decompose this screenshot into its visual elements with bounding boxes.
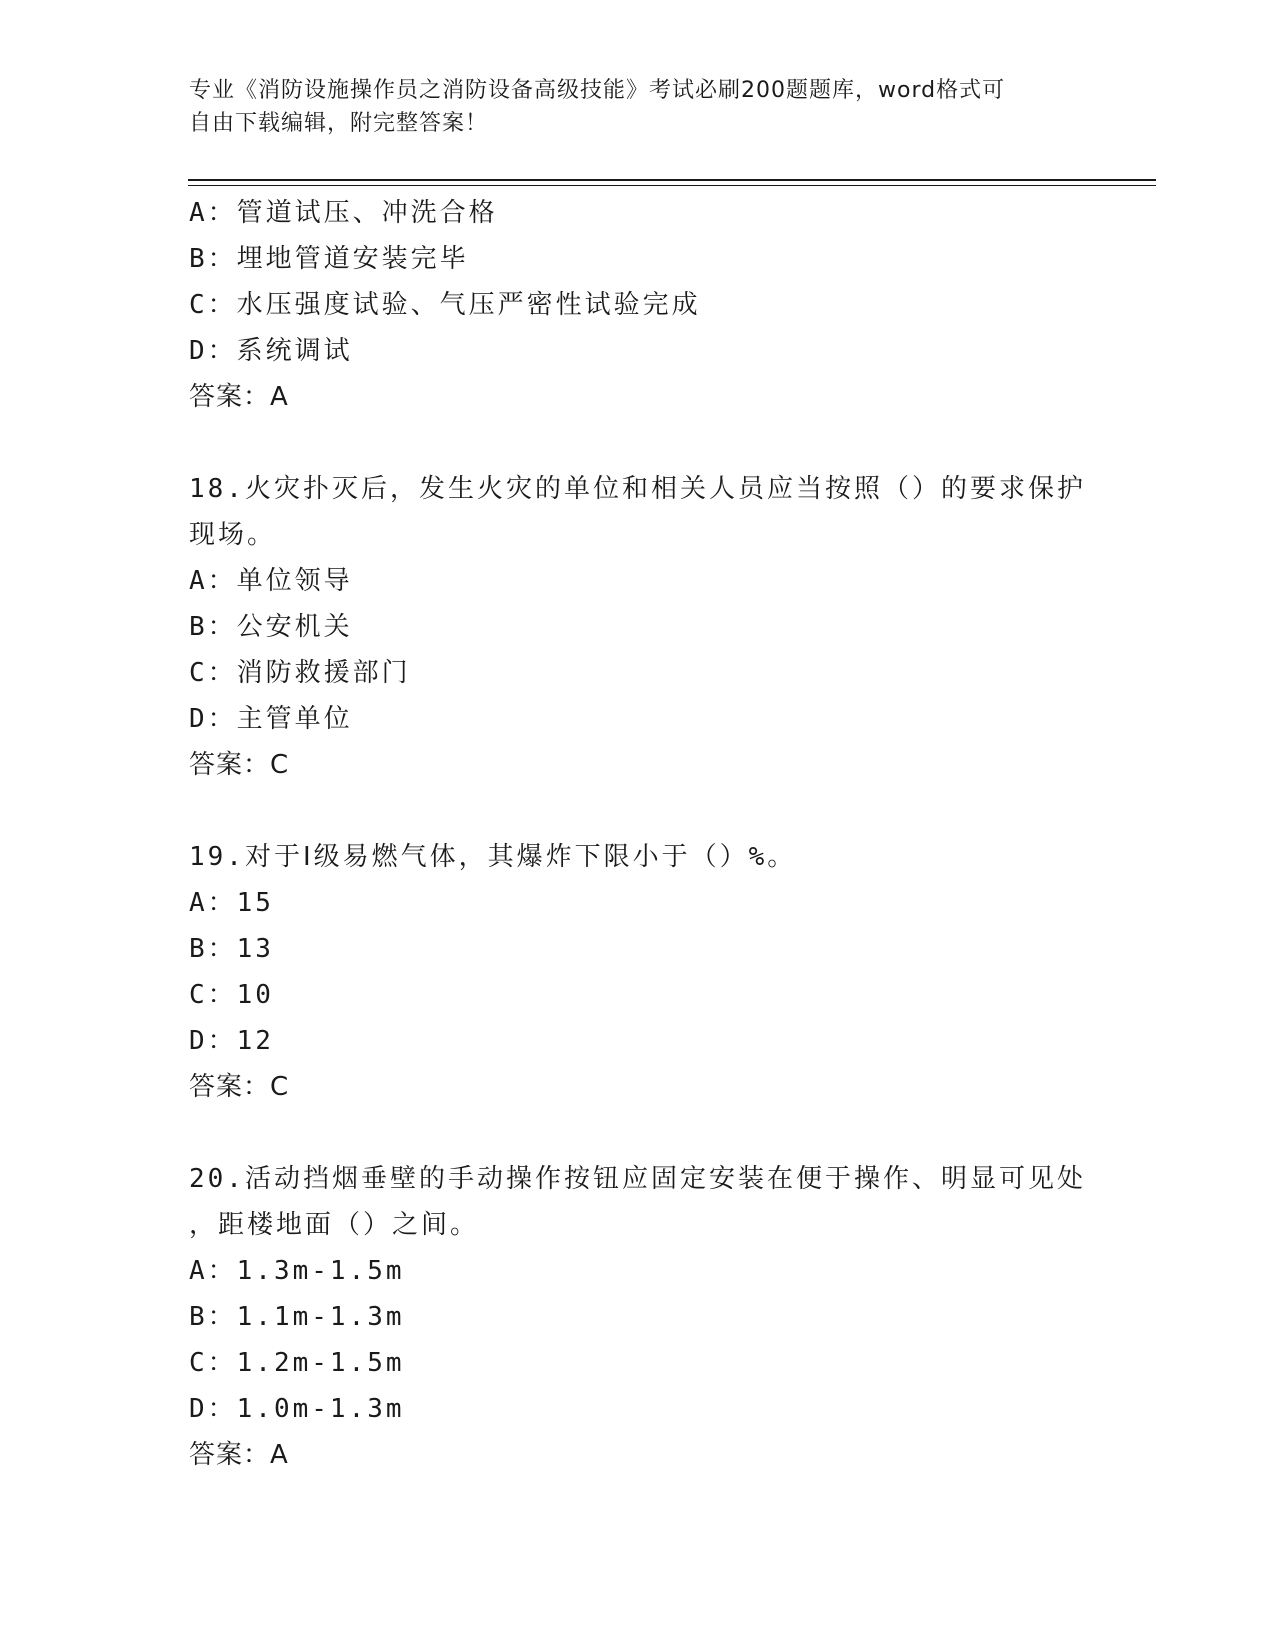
answer: 答案：C [189,1072,290,1102]
question-18 [189,466,1089,788]
answer: 答案：A [189,382,289,412]
option-c: C：水压强度试验、气压严密性试验完成 [189,290,701,320]
question-text-line-1: 19.对于Ⅰ级易燃气体，其爆炸下限小于（）%。 [189,842,797,872]
question-text-line-2: ，距楼地面（）之间。 [189,1210,480,1240]
question-19 [189,834,1089,1110]
question-17 [189,190,1089,420]
header-divider-thick [188,179,1156,181]
header-divider-thin [188,185,1156,186]
question-text-line-2: 现场。 [189,520,277,550]
spacer [189,788,1089,834]
question-20 [189,1156,1089,1478]
option-b: B：公安机关 [189,612,353,642]
option-a: A：单位领导 [189,566,353,596]
option-d: D：系统调试 [189,336,353,366]
option-a: A：管道试压、冲洗合格 [189,198,498,228]
option-b: B：13 [189,934,274,964]
option-b: B：埋地管道安装完毕 [189,244,469,274]
header-line-1: 专业《消防设施操作员之消防设备高级技能》考试必刷200题题库，word格式可 [189,78,1006,103]
question-text-line-1: 20.活动挡烟垂壁的手动操作按钮应固定安装在便于操作、明显可见处 [189,1164,1086,1194]
option-c: C：10 [189,980,274,1010]
spacer [189,420,1089,466]
option-c: C：1.2m-1.5m [189,1348,405,1378]
header-line-2: 自由下载编辑，附完整答案！ [189,111,489,136]
option-b: B：1.1m-1.3m [189,1302,405,1332]
option-c: C：消防救援部门 [189,658,411,688]
option-d: D：12 [189,1026,274,1056]
option-a: A：1.3m-1.5m [189,1256,405,1286]
option-d: D：1.0m-1.3m [189,1394,405,1424]
question-text-line-1: 18.火灾扑灭后，发生火灾的单位和相关人员应当按照（）的要求保护 [189,474,1086,504]
option-d: D：主管单位 [189,704,353,734]
document-header [189,74,1069,140]
option-a: A：15 [189,888,274,918]
answer: 答案：C [189,750,290,780]
question-list [189,190,1089,1478]
answer: 答案：A [189,1440,289,1470]
spacer [189,1110,1089,1156]
